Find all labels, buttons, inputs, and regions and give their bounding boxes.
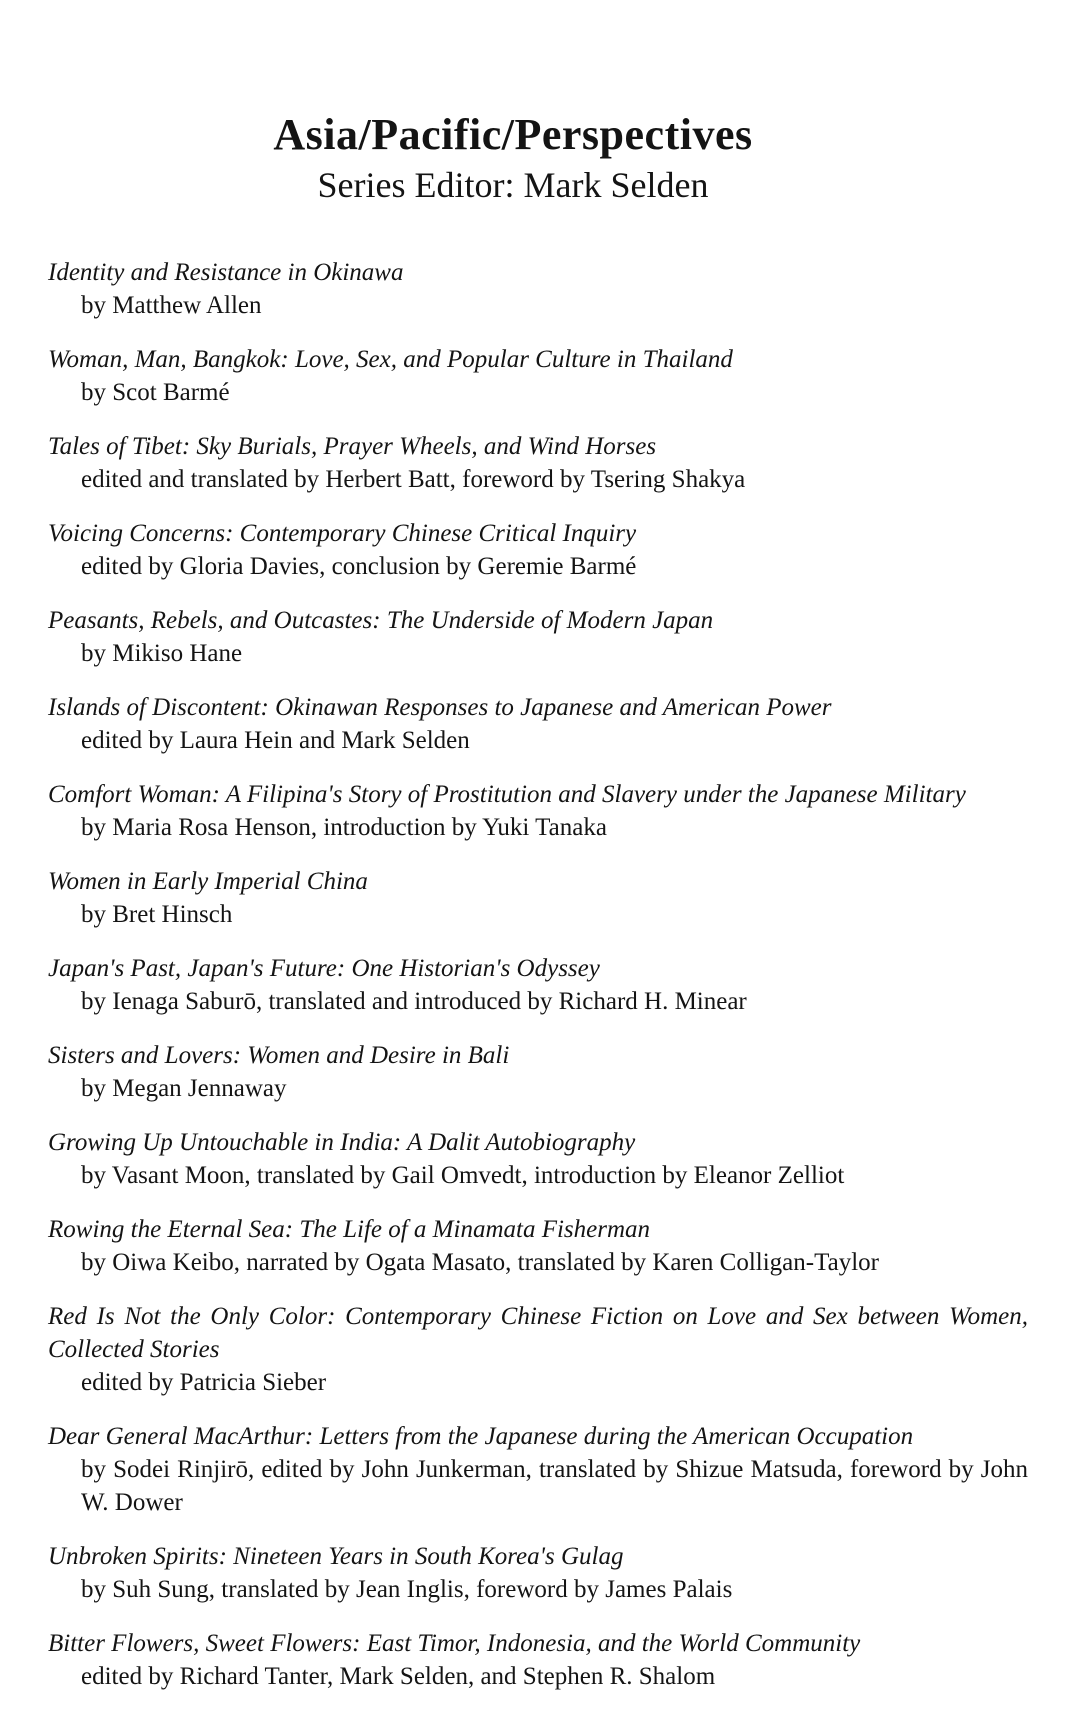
book-entry (48, 952, 1028, 1018)
book-title: Comfort Woman: A Filipina's Story of Prostitution and Slavery under the Japanese Military (48, 780, 966, 808)
book-title: Women in Early Imperial China (48, 867, 368, 895)
book-title: Red Is Not the Only Color: Contemporary Chinese Fiction on Love and Sex between Women, Collected Stories (48, 1302, 1028, 1363)
book-entry (48, 1540, 1028, 1606)
book-attribution: by Suh Sung, translated by Jean Inglis, foreword by James Palais (81, 1575, 733, 1603)
book-entry (48, 865, 1028, 931)
book-entry (48, 604, 1028, 670)
book-title: Voicing Concerns: Contemporary Chinese Critical Inquiry (48, 519, 637, 547)
series-title: Asia/Pacific/Perspectives (273, 110, 753, 159)
book-entry (48, 1300, 1028, 1399)
book-entry (48, 343, 1028, 409)
book-attribution: by Bret Hinsch (81, 900, 233, 928)
series-editor: Series Editor: Mark Selden (317, 165, 709, 206)
book-entry (48, 430, 1028, 496)
book-title: Rowing the Eternal Sea: The Life of a Minamata Fisherman (48, 1215, 651, 1243)
book-attribution: by Mikiso Hane (81, 639, 243, 667)
book-list (48, 256, 1028, 1693)
book-title: Peasants, Rebels, and Outcastes: The Underside of Modern Japan (48, 606, 714, 634)
book-attribution: by Maria Rosa Henson, introduction by Yuki Tanaka (81, 813, 607, 841)
book-attribution: by Oiwa Keibo, narrated by Ogata Masato, translated by Karen Colligan-Taylor (81, 1248, 879, 1276)
book-attribution: edited by Laura Hein and Mark Selden (81, 726, 470, 754)
book-title: Woman, Man, Bangkok: Love, Sex, and Popular Culture in Thailand (48, 345, 733, 373)
book-title: Dear General MacArthur: Letters from the Japanese during the American Occupation (48, 1422, 914, 1450)
book-attribution: by Sodei Rinjirō, edited by John Junkerman, translated by Shizue Matsuda, foreword by John W. Dower (81, 1455, 1028, 1516)
book-attribution: by Vasant Moon, translated by Gail Omvedt, introduction by Eleanor Zelliot (81, 1161, 845, 1189)
book-entry (48, 691, 1028, 757)
book-entry (48, 1126, 1028, 1192)
book-title: Bitter Flowers, Sweet Flowers: East Timor, Indonesia, and the World Community (48, 1629, 861, 1657)
book-entry (48, 1039, 1028, 1105)
book-attribution: by Scot Barmé (81, 378, 230, 406)
book-title: Identity and Resistance in Okinawa (48, 258, 404, 286)
book-entry (48, 517, 1028, 583)
book-title: Japan's Past, Japan's Future: One Historian's Odyssey (48, 954, 600, 982)
book-attribution: by Matthew Allen (81, 291, 262, 319)
book-title: Unbroken Spirits: Nineteen Years in South Korea's Gulag (48, 1542, 624, 1570)
book-title: Islands of Discontent: Okinawan Responses to Japanese and American Power (48, 693, 832, 721)
book-title: Tales of Tibet: Sky Burials, Prayer Wheels, and Wind Horses (48, 432, 657, 460)
book-entry (48, 1213, 1028, 1279)
book-title: Growing Up Untouchable in India: A Dalit Autobiography (48, 1128, 636, 1156)
book-entry (48, 1627, 1028, 1693)
book-attribution: edited by Patricia Sieber (81, 1368, 327, 1396)
book-attribution: edited by Gloria Davies, conclusion by Geremie Barmé (81, 552, 637, 580)
book-attribution: edited by Richard Tanter, Mark Selden, and Stephen R. Shalom (81, 1662, 716, 1690)
book-entry (48, 778, 1028, 844)
book-title: Sisters and Lovers: Women and Desire in Bali (48, 1041, 510, 1069)
series-heading (48, 112, 978, 206)
book-attribution: by Ienaga Saburō, translated and introduced by Richard H. Minear (81, 987, 747, 1015)
book-attribution: edited and translated by Herbert Batt, foreword by Tsering Shakya (81, 465, 746, 493)
book-entry (48, 256, 1028, 322)
book-entry (48, 1420, 1028, 1519)
book-attribution: by Megan Jennaway (81, 1074, 287, 1102)
